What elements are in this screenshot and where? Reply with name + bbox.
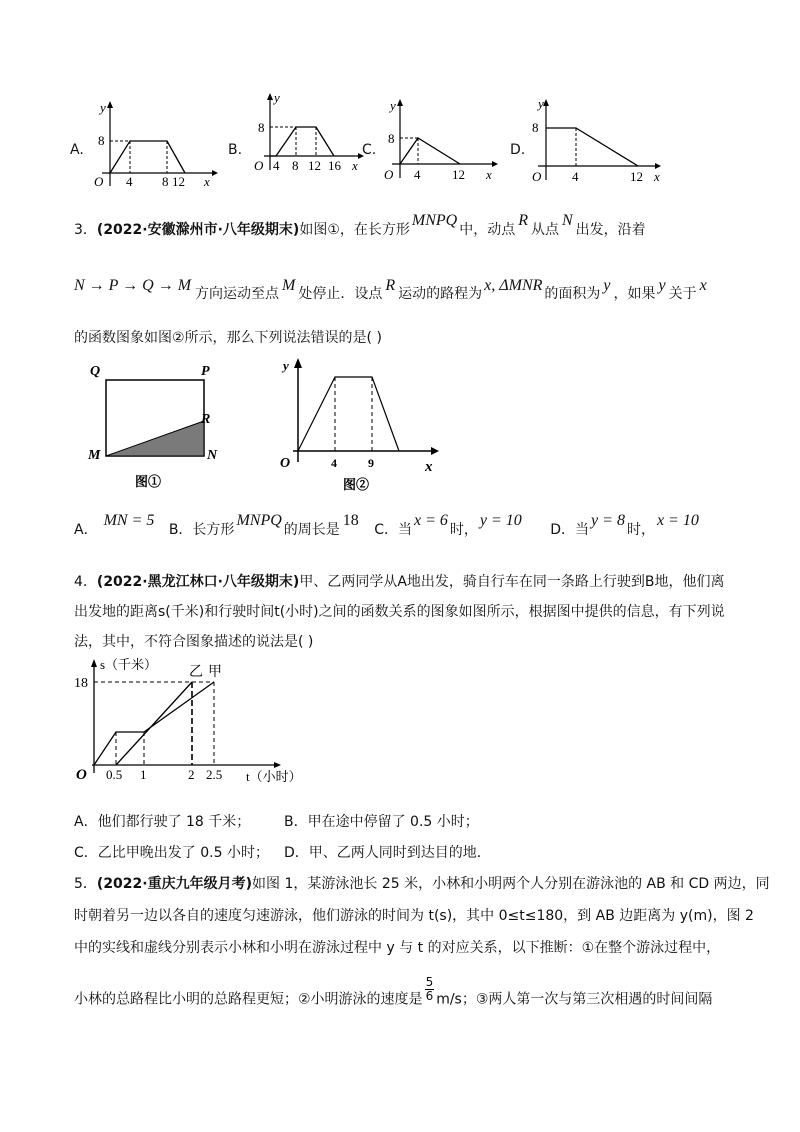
tick-12: 12 [308, 158, 321, 173]
q4-line3: 法，其中，不符合图象描述的说法是( ) [74, 634, 314, 650]
tick-16: 16 [328, 158, 341, 173]
math: y [603, 277, 611, 294]
y-axis-label: y [283, 358, 289, 373]
tick-4: 4 [331, 456, 337, 470]
fraction [425, 976, 435, 1003]
label-jia: 甲 [208, 665, 222, 680]
option-label: C. [362, 142, 377, 158]
math: MN = 5 [103, 512, 155, 529]
math: x [699, 277, 707, 294]
graph-b-svg [246, 90, 371, 185]
q2-graph-d [510, 96, 670, 191]
question-source: (2022·黑龙江林口·八年级期末) [96, 574, 300, 590]
origin-label: O [254, 158, 264, 173]
text: 如图①，在长方形 [299, 222, 410, 238]
math: R [385, 277, 396, 294]
vertex-q: Q [90, 364, 101, 379]
math: x = 10 [656, 512, 699, 529]
tick-8: 8 [98, 133, 105, 148]
origin-label: O [76, 767, 87, 783]
x-axis-label: x [425, 459, 433, 475]
tick-8x: 8 [292, 158, 299, 173]
x-axis-label: x [352, 158, 358, 173]
tick-8: 8 [388, 131, 395, 146]
q2-graph-c [362, 96, 502, 191]
math: N → P → Q → M [74, 277, 192, 294]
label-yi: 乙 [189, 665, 203, 680]
tick-4: 4 [572, 169, 579, 184]
y-axis-label: y [100, 100, 106, 115]
fraction-numerator: 5 [425, 975, 434, 989]
math: N [562, 212, 573, 229]
tick-4: 4 [126, 174, 133, 189]
math: x = 6 [414, 512, 448, 529]
tick-4: 4 [273, 158, 280, 173]
tick-12: 12 [172, 174, 185, 189]
figure-caption: 图② [343, 477, 370, 492]
tick-8x: 8 [162, 174, 169, 189]
question-number: 3． [74, 222, 97, 238]
text: 的周长是 [283, 522, 340, 538]
text: 处停止．设点 [298, 286, 383, 302]
text: 如图 1，某游泳池长 25 米，小林和小明两个人分别在游泳池的 AB 和 CD 两边，同 [252, 876, 770, 892]
question-source: (2022·安徽滁州市·八年级期末) [96, 222, 300, 238]
t-axis-label: t（小时） [246, 769, 302, 784]
q2-graph-b [228, 90, 368, 185]
math: MNPQ [236, 512, 282, 529]
q3-options [74, 512, 701, 540]
y-axis-label: y [274, 90, 280, 105]
question-number: 4． [74, 574, 97, 590]
q3-figure-2 [275, 352, 450, 497]
option-label: D. [510, 142, 526, 158]
graph-a-svg [90, 98, 220, 193]
tick-18: 18 [74, 676, 88, 691]
text: 运动的路程为 [398, 286, 483, 302]
text: 关于 [668, 286, 697, 302]
text: 出发，沿着 [575, 222, 646, 238]
x-axis-label: x [204, 174, 210, 189]
tick-2: 2 [188, 767, 195, 782]
text: ，如果 [613, 286, 656, 302]
question-number: 5． [74, 876, 97, 892]
vertex-n: N [207, 448, 218, 463]
tick-1: 1 [140, 767, 147, 782]
q3-figure-1 [80, 355, 230, 495]
option-b [168, 512, 362, 538]
y-axis-label: y [538, 96, 544, 111]
q4-option-d: D．甲、乙两人同时到达目的地． [284, 845, 491, 861]
option-label: A． [74, 522, 98, 538]
q2-graph-a [70, 98, 220, 193]
origin-label: O [384, 167, 394, 182]
vertex-p: P [201, 364, 210, 379]
figure-caption: 图① [135, 474, 162, 489]
tick-0-5: 0.5 [106, 767, 123, 782]
option-label: A. [70, 142, 84, 158]
option-label: C．当 [374, 522, 412, 538]
text: 方向运动至点 [195, 286, 280, 302]
origin-label: O [532, 169, 542, 184]
tick-12: 12 [630, 169, 643, 184]
s-axis-label: s（千米） [100, 657, 158, 672]
text: 的面积为 [544, 286, 601, 302]
q4-graph [74, 655, 314, 790]
x-axis-label: x [654, 169, 660, 184]
text: 中，动点 [459, 222, 516, 238]
vertex-r: R [201, 412, 211, 427]
option-label: B．长方形 [168, 522, 235, 538]
q4-option-b: B．甲在途中停留了 0.5 小时； [284, 814, 479, 830]
q4-line1 [74, 572, 725, 592]
option-c [374, 512, 524, 538]
q4-option-a: A．他们都行驶了 18 千米； [74, 814, 251, 830]
text: m/s；③两人第一次与第三次相遇的时间间隔 [436, 991, 713, 1008]
question-source: (2022·重庆九年级月考) [96, 876, 253, 892]
tick-4: 4 [414, 167, 421, 182]
vertex-m: M [88, 448, 101, 463]
origin-label: O [280, 456, 291, 471]
graph-c-svg [380, 96, 505, 191]
tick-8: 8 [258, 120, 265, 135]
math: M [282, 277, 296, 294]
fraction-denominator: 6 [425, 989, 434, 1003]
q4-line2: 出发地的距离s(千米)和行驶时间t(小时)之间的函数关系的图象如图所示，根据图中提供的信息，有下列说 [74, 604, 725, 620]
q5-line2: 时朝着另一边以各自的速度匀速游泳，他们游泳的时间为 t(s)，其中 0≤t≤180，到 AB 边距离为 y(m)，图 2 [74, 908, 754, 924]
q3-line1 [74, 212, 646, 240]
math: y [658, 277, 666, 294]
text: 时， [626, 522, 655, 538]
math: y = 10 [479, 512, 522, 529]
math: x, ΔMNR [484, 277, 543, 294]
text: 从点 [531, 222, 559, 238]
origin-label: O [94, 174, 104, 189]
q5-line4 [74, 975, 713, 1013]
y-axis-label: y [390, 98, 396, 113]
math: R [518, 212, 528, 229]
q3-line2 [74, 277, 710, 304]
text: 时， [449, 522, 478, 538]
option-label: D．当 [550, 522, 590, 538]
text: 小林的总路程比小明的总路程更短；②小明游泳的速度是 [74, 991, 423, 1008]
tick-12: 12 [452, 167, 465, 182]
q5-line1 [74, 874, 770, 894]
graph-d-svg [530, 96, 670, 191]
tick-8: 8 [532, 120, 539, 135]
tick-9: 9 [368, 456, 374, 470]
text: 甲、乙两同学从A地出发，骑自行车在同一条路上行驶到B地，他们离 [299, 574, 725, 590]
option-label: B. [228, 142, 243, 158]
q5-line3: 中的实线和虚线分别表示小林和小明在游泳过程中 y 与 t 的对应关系，以下推断：①在整个游泳过程中， [74, 940, 721, 956]
option-d [550, 512, 701, 538]
option-a [74, 512, 155, 538]
math: 18 [342, 512, 359, 529]
q3-line3: 的函数图象如图②所示，那么下列说法错误的是( ) [74, 330, 382, 346]
x-axis-label: x [486, 167, 492, 182]
math: y = 8 [591, 512, 625, 529]
math: MNPQ [411, 212, 458, 229]
tick-2-5: 2.5 [206, 767, 223, 782]
q4-option-c: C．乙比甲晚出发了 0.5 小时； [74, 845, 269, 861]
